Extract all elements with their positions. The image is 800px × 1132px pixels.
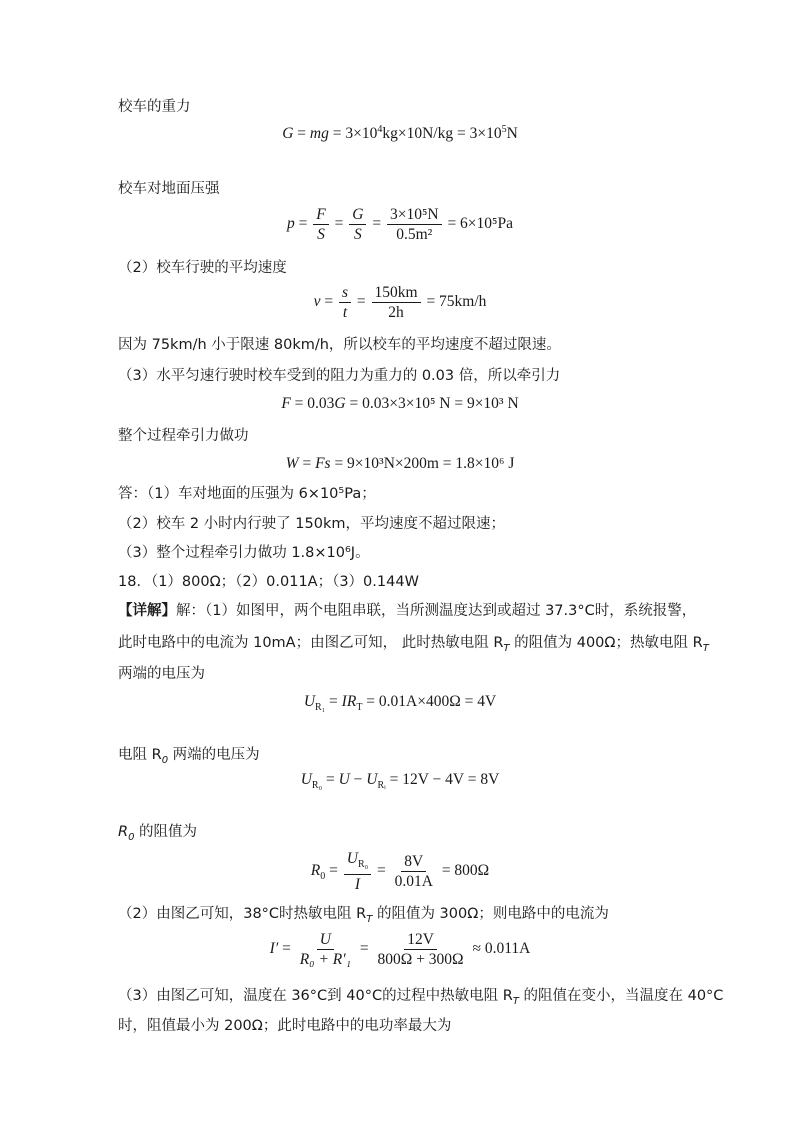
equation-traction (0, 395, 800, 413)
text-span: 两端的电压为 (168, 747, 260, 763)
eq-part: kg×10N/kg = 3×10 (382, 125, 502, 143)
numerator: 3×10⁵N (387, 206, 442, 225)
subscript: 0 (161, 754, 169, 766)
text-line: 校车对地面压强 (118, 181, 220, 197)
fraction (297, 931, 354, 968)
eq-symbol: U (346, 850, 358, 867)
fraction (372, 284, 421, 321)
text-span: 的阻值为 400Ω；热敏电阻 R (509, 635, 703, 651)
subscript: 0 (320, 871, 326, 883)
denominator: 2h (388, 304, 404, 321)
eq-part: = (293, 125, 310, 143)
text-line: 18．（1）800Ω；（2）0.011A；（3）0.144W (118, 574, 419, 590)
text-span: 的阻值为 300Ω；则电路中的电流为 (372, 906, 609, 922)
eq-symbol: W (285, 455, 299, 472)
eq-symbol: Fs (315, 455, 331, 472)
eq-symbol: U (366, 771, 378, 788)
text-span: 解：（1）如图甲，两个电阻串联，当所测温度达到或超过 37.3°C时，系统报警， (176, 603, 697, 619)
text-span: 的阻值为 (134, 824, 198, 840)
subscript: T (702, 642, 709, 654)
text-span: 的阻值在变小，当温度在 40°C (518, 988, 724, 1004)
denominator: t (342, 304, 348, 321)
eq-symbol: R (118, 824, 129, 840)
eq-symbol: G (334, 395, 346, 412)
denominator: 0.5m² (396, 226, 433, 243)
subscript: T (512, 995, 519, 1007)
eq-symbol: U (300, 771, 312, 788)
eq-symbol: v (313, 293, 321, 311)
eq-symbol: G (282, 125, 294, 143)
text-span: 电阻 R (118, 747, 162, 763)
eq-part: = 0.01A×400Ω = 4V (362, 693, 497, 710)
text-line (118, 745, 260, 771)
text-line (118, 904, 609, 930)
eq-exponent: 4 (377, 124, 383, 135)
numerator (344, 850, 371, 875)
text-line: （3）水平匀速行驶时校车受到的阻力为重力的 0.03 倍，所以牵引力 (118, 368, 561, 384)
text-line: 因为 75km/h 小于限速 80km/h，所以校车的平均速度不超过限速。 (118, 337, 561, 353)
text-span: 此时电路中的电流为 10mA；由图乙可知， 此时热敏电阻 R (118, 635, 504, 651)
eq-symbol: U (338, 771, 350, 788)
detail-tag: 【详解】 (118, 603, 176, 619)
eq-result: = 800Ω (437, 862, 490, 880)
numerator: 150km (372, 284, 421, 303)
eq-symbol: R (310, 862, 321, 880)
equation-current: I′ = $\frac{U}{\text{R₀ + R′₁}}$ = $\frac{12V}{800\Omega + 300\Omega}$ ≈ 0.011A (269, 931, 531, 968)
text-line (118, 986, 723, 1012)
text-span: （2）由图乙可知，38°C时热敏电阻 R (118, 906, 367, 922)
subscript: Rᵢ (377, 780, 386, 792)
subscript: T (503, 642, 510, 654)
equation-voltage-r0 (0, 771, 800, 791)
denominator: S (317, 226, 325, 243)
eq-symbol: p (287, 215, 295, 233)
numerator: 8V (401, 853, 426, 872)
denominator: 800Ω + 300Ω (377, 951, 464, 968)
denominator: I (354, 876, 361, 894)
text-line: 答：（1）车对地面的压强为 6×10⁵Pa； (118, 486, 376, 502)
eq-exponent: 5 (501, 124, 507, 135)
equation-work (0, 455, 800, 473)
eq-symbol: IR (341, 693, 357, 710)
fraction (339, 284, 351, 321)
eq-symbol: U (303, 693, 316, 710)
equation-r0: $R_0$ = $\frac{U_{R_0}}{I}$ = $\frac{8V}{0.01A}$ = 800Ω (310, 850, 490, 894)
eq-part: = 9×10³N×200m = 1.8×10⁶ J (330, 455, 515, 472)
eq-part: = (322, 771, 339, 788)
eq-part: = 3×10 (328, 125, 378, 143)
eq-result: ≈ 0.011A (468, 940, 531, 958)
eq-part: = 12V − 4V = 8V (385, 771, 500, 788)
denominator: S (353, 226, 362, 243)
subscript: R₀ (311, 780, 323, 792)
eq-symbol: F (281, 395, 291, 412)
text-line: 整个过程牵引力做功 (118, 428, 249, 444)
fraction (344, 850, 371, 893)
numerator: s (339, 284, 351, 303)
eq-part: = 0.03×3×10⁵ N = 9×10³ N (345, 395, 519, 412)
numerator: G (349, 206, 366, 225)
subscript: R₁ (315, 702, 326, 714)
fraction (387, 206, 442, 243)
eq-part: − (349, 771, 367, 788)
denominator: R₀ + R′₁ (299, 951, 352, 968)
fraction (375, 931, 467, 968)
numerator: U (317, 931, 334, 950)
subscript: 0 (128, 831, 135, 843)
eq-part: = (294, 215, 312, 233)
text-line: 两端的电压为 (118, 666, 205, 682)
eq-result: = 6×10⁵Pa (443, 215, 513, 233)
equation-velocity: v = $\frac{s}{t}$ = $\frac{150km}{2h}$ = 75km/h (313, 284, 487, 321)
equation-voltage-rt (0, 693, 800, 713)
text-line: 时，阻值最小为 200Ω；此时电路中的电功率最大为 (118, 1018, 452, 1034)
eq-result: = 75km/h (422, 293, 487, 311)
numerator: 12V (404, 931, 437, 950)
text-line (118, 601, 696, 621)
text-span: （3）由图乙可知，温度在 36°C到 40°C的过程中热敏电阻 R (118, 988, 513, 1004)
eq-part: N (506, 125, 518, 143)
text-line: 校车的重力 (118, 99, 191, 115)
fraction (349, 206, 366, 243)
fraction (313, 206, 328, 243)
text-line (118, 633, 709, 659)
fraction (392, 853, 436, 890)
denominator: 0.01A (394, 873, 433, 891)
equation-pressure: p = $\frac{F}{S}$ = $\frac{G}{S}$ = $\frac{\text{3×10⁵N}}{\text{0.5m²}}$ = 6×10⁵Pa (287, 206, 513, 243)
text-line (118, 822, 197, 848)
text-line: （2）校车行驶的平均速度 (118, 260, 287, 276)
text-line: （2）校车 2 小时内行驶了 150km，平均速度不超过限速； (118, 516, 505, 532)
eq-symbol: I′ (269, 940, 279, 958)
numerator: F (313, 206, 328, 225)
eq-part: = (298, 455, 316, 472)
text-line: （3）整个过程牵引力做功 1.8×10⁶J。 (118, 545, 370, 561)
eq-symbol: mg (309, 125, 329, 143)
subscript: R₀ (357, 859, 369, 871)
subscript: T (356, 702, 363, 714)
eq-part: = (325, 693, 342, 710)
eq-part: = 0.03 (290, 395, 335, 412)
subscript: T (366, 913, 373, 925)
equation-gravity (0, 124, 800, 143)
